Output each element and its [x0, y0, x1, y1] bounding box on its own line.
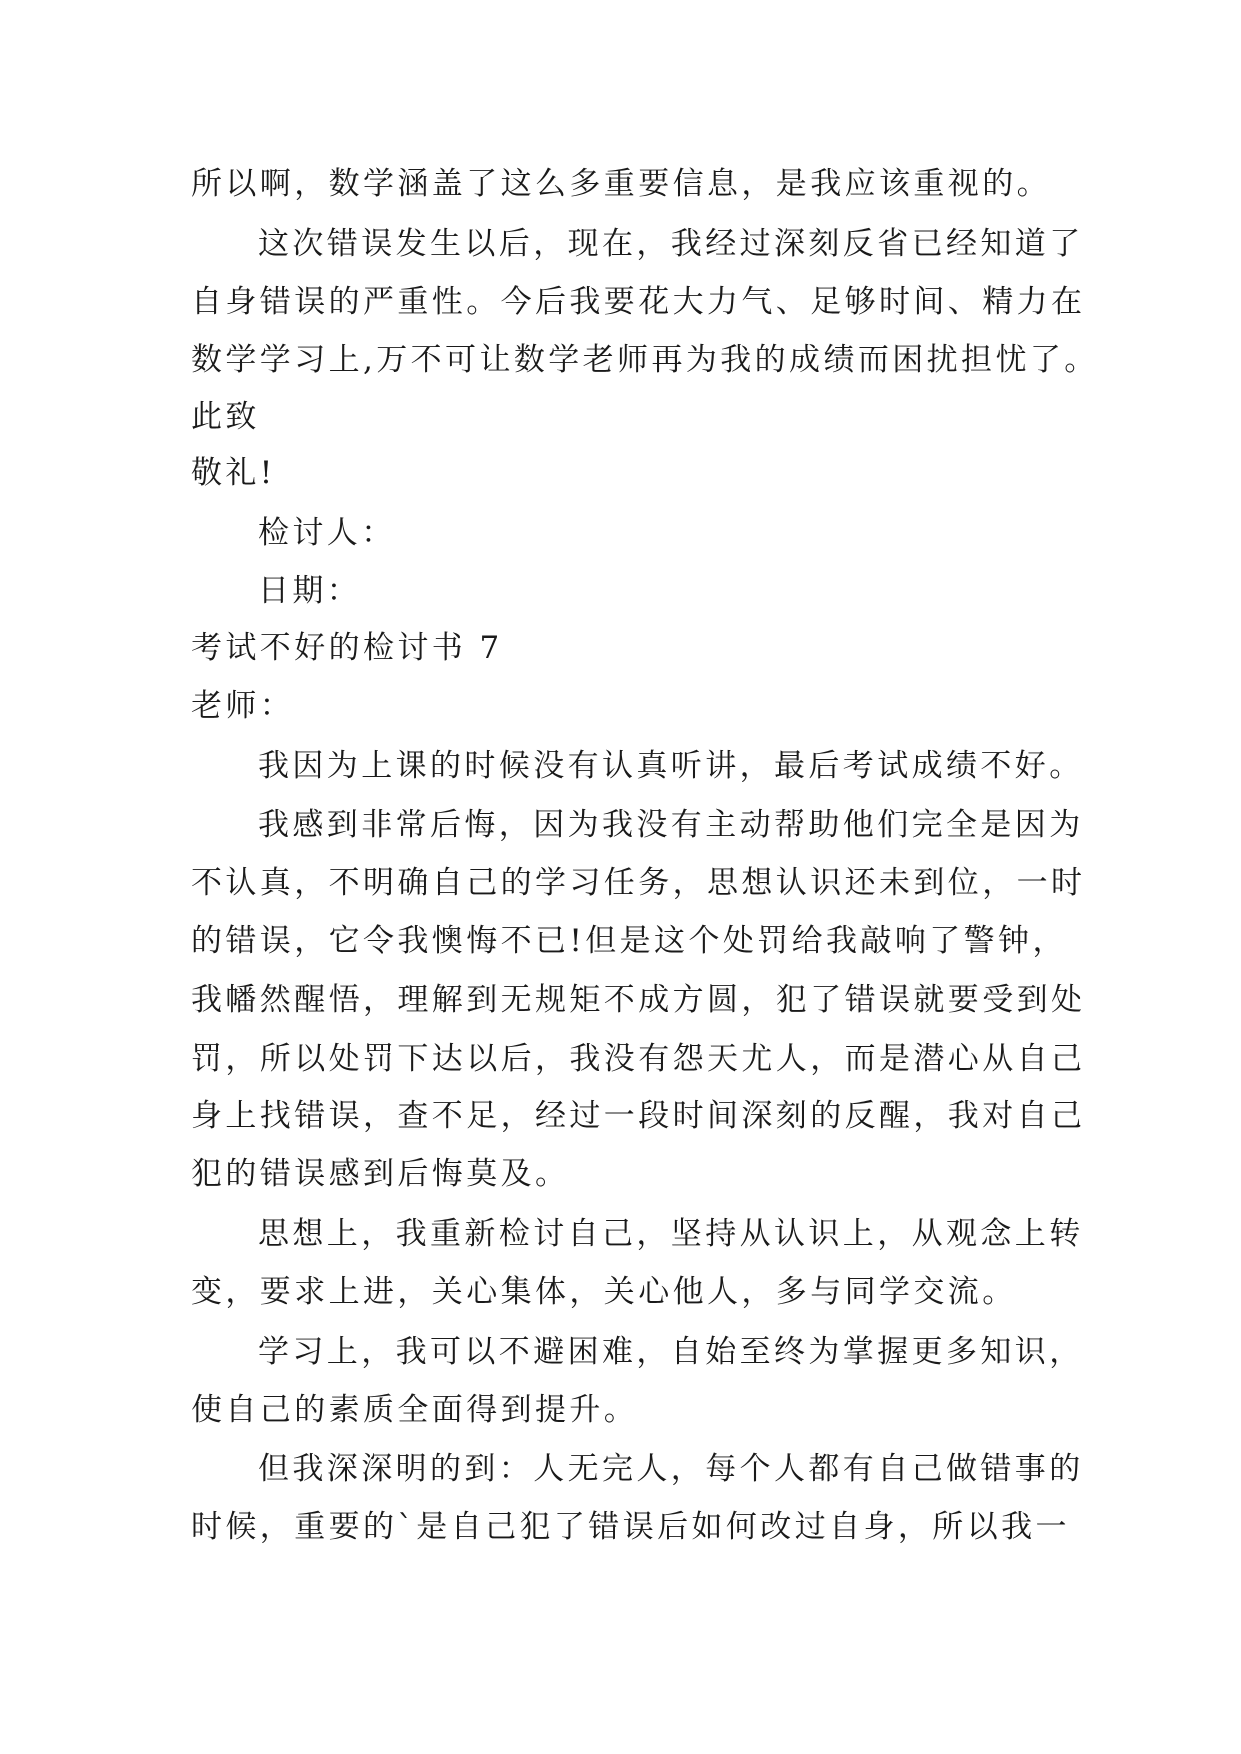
closing-jingli: 敬礼!: [191, 455, 276, 491]
section-title: 考试不好的检讨书 7: [191, 630, 503, 666]
closing-cizhi: 此致: [191, 399, 260, 435]
text-line-15: 我幡然醒悟，理解到无规矩不成方圆，犯了错误就要受到处: [191, 982, 1086, 1018]
text-line-19: 思想上，我重新检讨自己，坚持从认识上，从观念上转: [258, 1216, 1084, 1252]
text-line-16: 罚，所以处罚下达以后，我没有怨天尤人，而是潜心从自己: [191, 1041, 1086, 1077]
text-line-2: 这次错误发生以后，现在，我经过深刻反省已经知道了: [258, 226, 1084, 262]
text-line-18: 犯的错误感到后悔莫及。: [191, 1156, 570, 1192]
text-line-23: 但我深深明的到：人无完人，每个人都有自己做错事的: [258, 1451, 1084, 1487]
text-line-1: 所以啊，数学涵盖了这么多重要信息，是我应该重视的。: [191, 166, 1051, 202]
text-line-14: 的错误，它令我懊悔不已!但是这个处罚给我敲响了警钟，: [191, 923, 1067, 959]
text-line-24: 时候，重要的`是自己犯了错误后如何改过自身，所以我一: [191, 1509, 1070, 1545]
text-line-11: 我因为上课的时候没有认真听讲，最后考试成绩不好。: [258, 748, 1084, 784]
text-line-13: 不认真，不明确自己的学习任务，思想认识还未到位，一时: [191, 865, 1086, 901]
text-line-3: 自身错误的严重性。今后我要花大力气、足够时间、精力在: [191, 284, 1086, 320]
text-line-12: 我感到非常后悔，因为我没有主动帮助他们完全是因为: [258, 807, 1084, 843]
text-line-21: 学习上，我可以不避困难，自始至终为掌握更多知识，: [258, 1334, 1084, 1370]
text-line-20: 变，要求上进，关心集体，关心他人，多与同学交流。: [191, 1274, 1017, 1310]
date-label: 日期：: [258, 573, 362, 609]
salutation: 老师：: [191, 688, 295, 724]
text-line-17: 身上找错误，查不足，经过一段时间深刻的反醒，我对自己: [191, 1098, 1086, 1134]
text-line-22: 使自己的素质全面得到提升。: [191, 1392, 639, 1428]
text-line-4: 数学学习上,万不可让数学老师再为我的成绩而困扰担忧了。: [191, 342, 1099, 378]
signer-label: 检讨人：: [258, 515, 396, 551]
